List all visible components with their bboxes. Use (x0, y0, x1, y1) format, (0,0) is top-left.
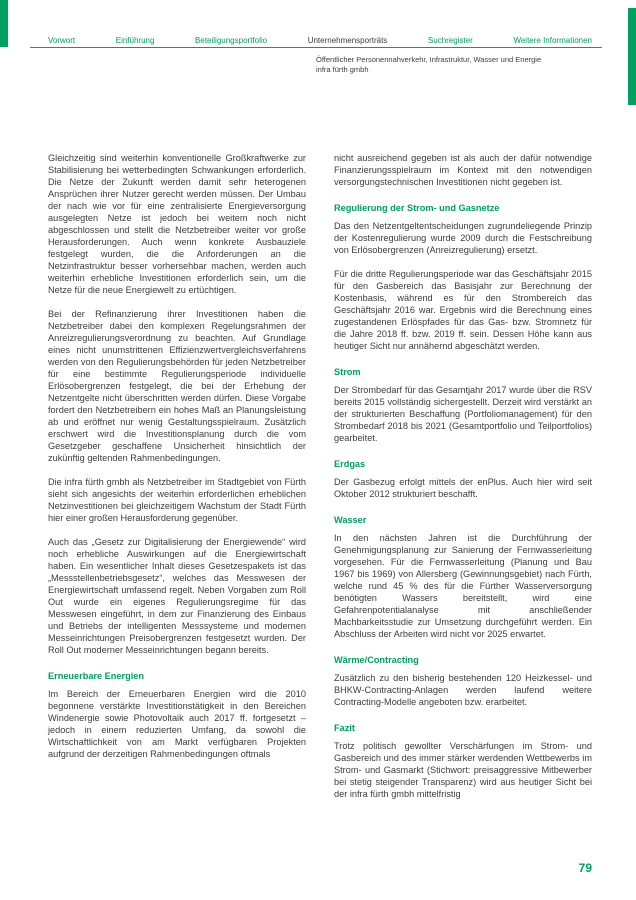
paragraph: nicht ausreichend gegeben ist als auch der dafür notwendige Finanzierungsspielraum im Kontext mit den notwendigen versorgungstechnischen Investitionen nicht gegeben ist. (334, 153, 592, 187)
heading-wasser: Wasser (334, 515, 367, 525)
paragraph: Bei der Refinanzierung ihrer Investitionen haben die Netzbetreiber dabei den komplexen Regelungsrahmen der Anreizregulierungsverordnung zu beachten. Auf Grundlage eines nicht unumstrittenen Effizienzwertvergleichsverfahrens werden von den Regulierungsbehörden für jeden Netzbetreiber für eine bestimmte Regulierungsperiode individuelle Erlösobergrenzen festgelegt, die bei der Erhebung der Netzentgelte nicht überschritten werden dürfen. Diese Vorgabe fordert den Netzbetreibern ein hohes Maß an Planungsleistung ab und eröffnet nur wenig Gestaltungsspielraum. Zusätzlich erschwert wird die Investitionsplanung durch die vom Gesetzgeber geschaffene Unsicherheit hinsichtlich der zukünftig geltenden Rahmenbedingungen. (48, 309, 306, 463)
page-number: 79 (578, 861, 592, 875)
nav-item-suchregister[interactable]: Suchregister (427, 36, 473, 45)
nav-item-weitere-informationen[interactable]: Weitere Informationen (513, 36, 592, 45)
section-category: Öffentlicher Personennahverkehr, Infrastruktur, Wasser und Energie (316, 55, 542, 64)
heading-waerme-contracting: Wärme/Contracting (334, 655, 419, 665)
heading-fazit: Fazit (334, 723, 355, 733)
paragraph: Zusätzlich zu den bisherig bestehenden 120 Heizkessel- und BHKW-Contracting-Anlagen werden laufend weitere Contracting-Modelle angeboten bzw. erarbeitet. (334, 673, 592, 707)
heading-regulierung-strom-gasnetze: Regulierung der Strom- und Gasnetze (334, 203, 500, 213)
right-column (334, 152, 592, 812)
heading-strom: Strom (334, 367, 361, 377)
paragraph: Auch das „Gesetz zur Digitalisierung der Energiewende“ wird noch erhebliche Auswirkungen auf die Energiewirtschaft haben. Ein wesentlicher Inhalt dieses Gesetzespakets ist das „Messstellenbetriebsgesetz“, welches das Messwesen der Energiewirtschaft umfassend regelt. Neben Vorgaben zum Roll Out wurde ein eigenes Regulierungsregime für das Messwesen eingeführt, in dem zur Finanzierung des Einbaus und Betriebs der intelligenten Messsysteme und modernen Messeinrichtungen Preisobergrenzen festgesetzt wurden. Der Roll Out moderner Messeinrichtungen begann bereits. (48, 537, 306, 655)
left-accent-bar (0, 0, 8, 47)
nav-item-einfuehrung[interactable]: Einführung (115, 36, 155, 45)
paragraph: Die infra fürth gmbh als Netzbetreiber im Stadtgebiet von Fürth sieht sich angesichts der weiterhin erforderlichen erheblichen Netzinvestitionen bei gleichzeitigem Wachstum der Stadt Fürth hier einer großen Herausforderung gegenüber. (48, 477, 306, 523)
paragraph: Gleichzeitig sind weiterhin konventionelle Großkraftwerke zur Stabilisierung bei wetterbedingten Schwankungen erforderlich. Die Netze der Zukunft werden damit sehr heterogenen Ansprüchen ihrer Nutzer gerecht werden müssen. Der Umbau der nach wie vor für eine zentralisierte Energieversorgung ausgelegten Netze ist jedoch bei weitem noch nicht abgeschlossen und stellt die Netzbetreiber weiter vor große Herausforderungen. Auch wenn konkrete Ausbauziele festgelegt wurden, die die Anforderungen an die Netzinfrastruktur besser vorhersehbar machen, werden auch weiterhin erhebliche Investitionen erforderlich sein, um die Netze für die neue Energiewelt zu ertüchtigen. (48, 153, 306, 295)
paragraph: Das den Netzentgeltentscheidungen zugrundeliegende Prinzip der Kostenregulierung wurde 2009 durch die Festschreibung von Erlösobergrenzen (Anreizregulierung) ersetzt. (334, 221, 592, 255)
paragraph: In den nächsten Jahren ist die Durchführung der Genehmigungsplanung zur Sanierung der Fernwasserleitung vorgesehen. Für die Fernwasserleitung (Planung und Bau 1967 bis 1969) von Allersberg (Gewinnungsgebiet) nach Fürth, welche rund 45 % des für die Fürther Wasserversorgung benötigten Wassers bereitstellt, wird eine Gefahrenpotentialanalyse mit anschließender Machbarkeitsstudie zur Umsetzung durchgeführt werden. Ein Abschluss der Arbeiten wird nicht vor 2025 erwartet. (334, 533, 592, 639)
section-header (316, 55, 541, 75)
paragraph: Der Gasbezug erfolgt mittels der enPlus. Auch hier wird seit Oktober 2012 strukturiert beschafft. (334, 477, 592, 499)
heading-erdgas: Erdgas (334, 459, 366, 469)
heading-erneuerbare-energien: Erneuerbare Energien (48, 671, 144, 681)
paragraph: Der Strombedarf für das Gesamtjahr 2017 wurde über die RSV bereits 2015 vollständig sichergestellt. Derzeit wird verstärkt an der strukturierten Beschaffung (Portfoliomanagement) für den Strombedarf 2018 bis 2021 (Gesamtportfolio und Teilportfolios) gearbeitet. (334, 385, 592, 443)
nav-item-vorwort[interactable]: Vorwort (48, 36, 76, 45)
paragraph: Trotz politisch gewollter Verschärfungen im Strom- und Gasbereich und des immer stärker werdenden Wettbewerbs im Strom- und Gasmarkt (Stichwort: preisaggressive Mitbewerber bei stetig steigender Transparenz) wird aus heutiger Sicht bei der infra fürth gmbh mittelfristig (334, 741, 592, 799)
company-name: infra fürth gmbh (316, 65, 369, 74)
nav-divider (30, 47, 602, 48)
paragraph: Für die dritte Regulierungsperiode war das Geschäftsjahr 2015 für den Gasbereich das Basisjahr zur Berechnung der Kostenbasis, während es für den Strombereich das Geschäftsjahr 2016 war. Ergebnis wird die Berechnung eines zugestandenen Erlöspfades für das Gas- bzw. Stromnetz für die Jahre 2018 ff. bzw. 2019 ff. sein. Dessen Höhe kann aus heutiger Sicht nur annähernd abgeschätzt werden. (334, 269, 592, 351)
paragraph: Im Bereich der Erneuerbaren Energien wird die 2010 begonnene verstärkte Investitionstätigkeit in den Bereichen Windenergie sowie Photovoltaik auch 2017 ff. fortgesetzt – jedoch in einem reduzierten Umfang, da sowohl die Wirtschaftlichkeit von am Markt verfügbaren Projekten aufgrund der derzeitigen Rahmenbedingungen oftmals (48, 689, 306, 759)
top-nav (48, 36, 592, 45)
nav-item-unternehmensportraets[interactable]: Unternehmensporträts (307, 36, 388, 45)
article-columns (48, 152, 592, 812)
right-accent-bar (628, 8, 636, 105)
nav-item-beteiligungsportfolio[interactable]: Beteiligungsportfolio (195, 36, 268, 45)
left-column (48, 152, 306, 812)
